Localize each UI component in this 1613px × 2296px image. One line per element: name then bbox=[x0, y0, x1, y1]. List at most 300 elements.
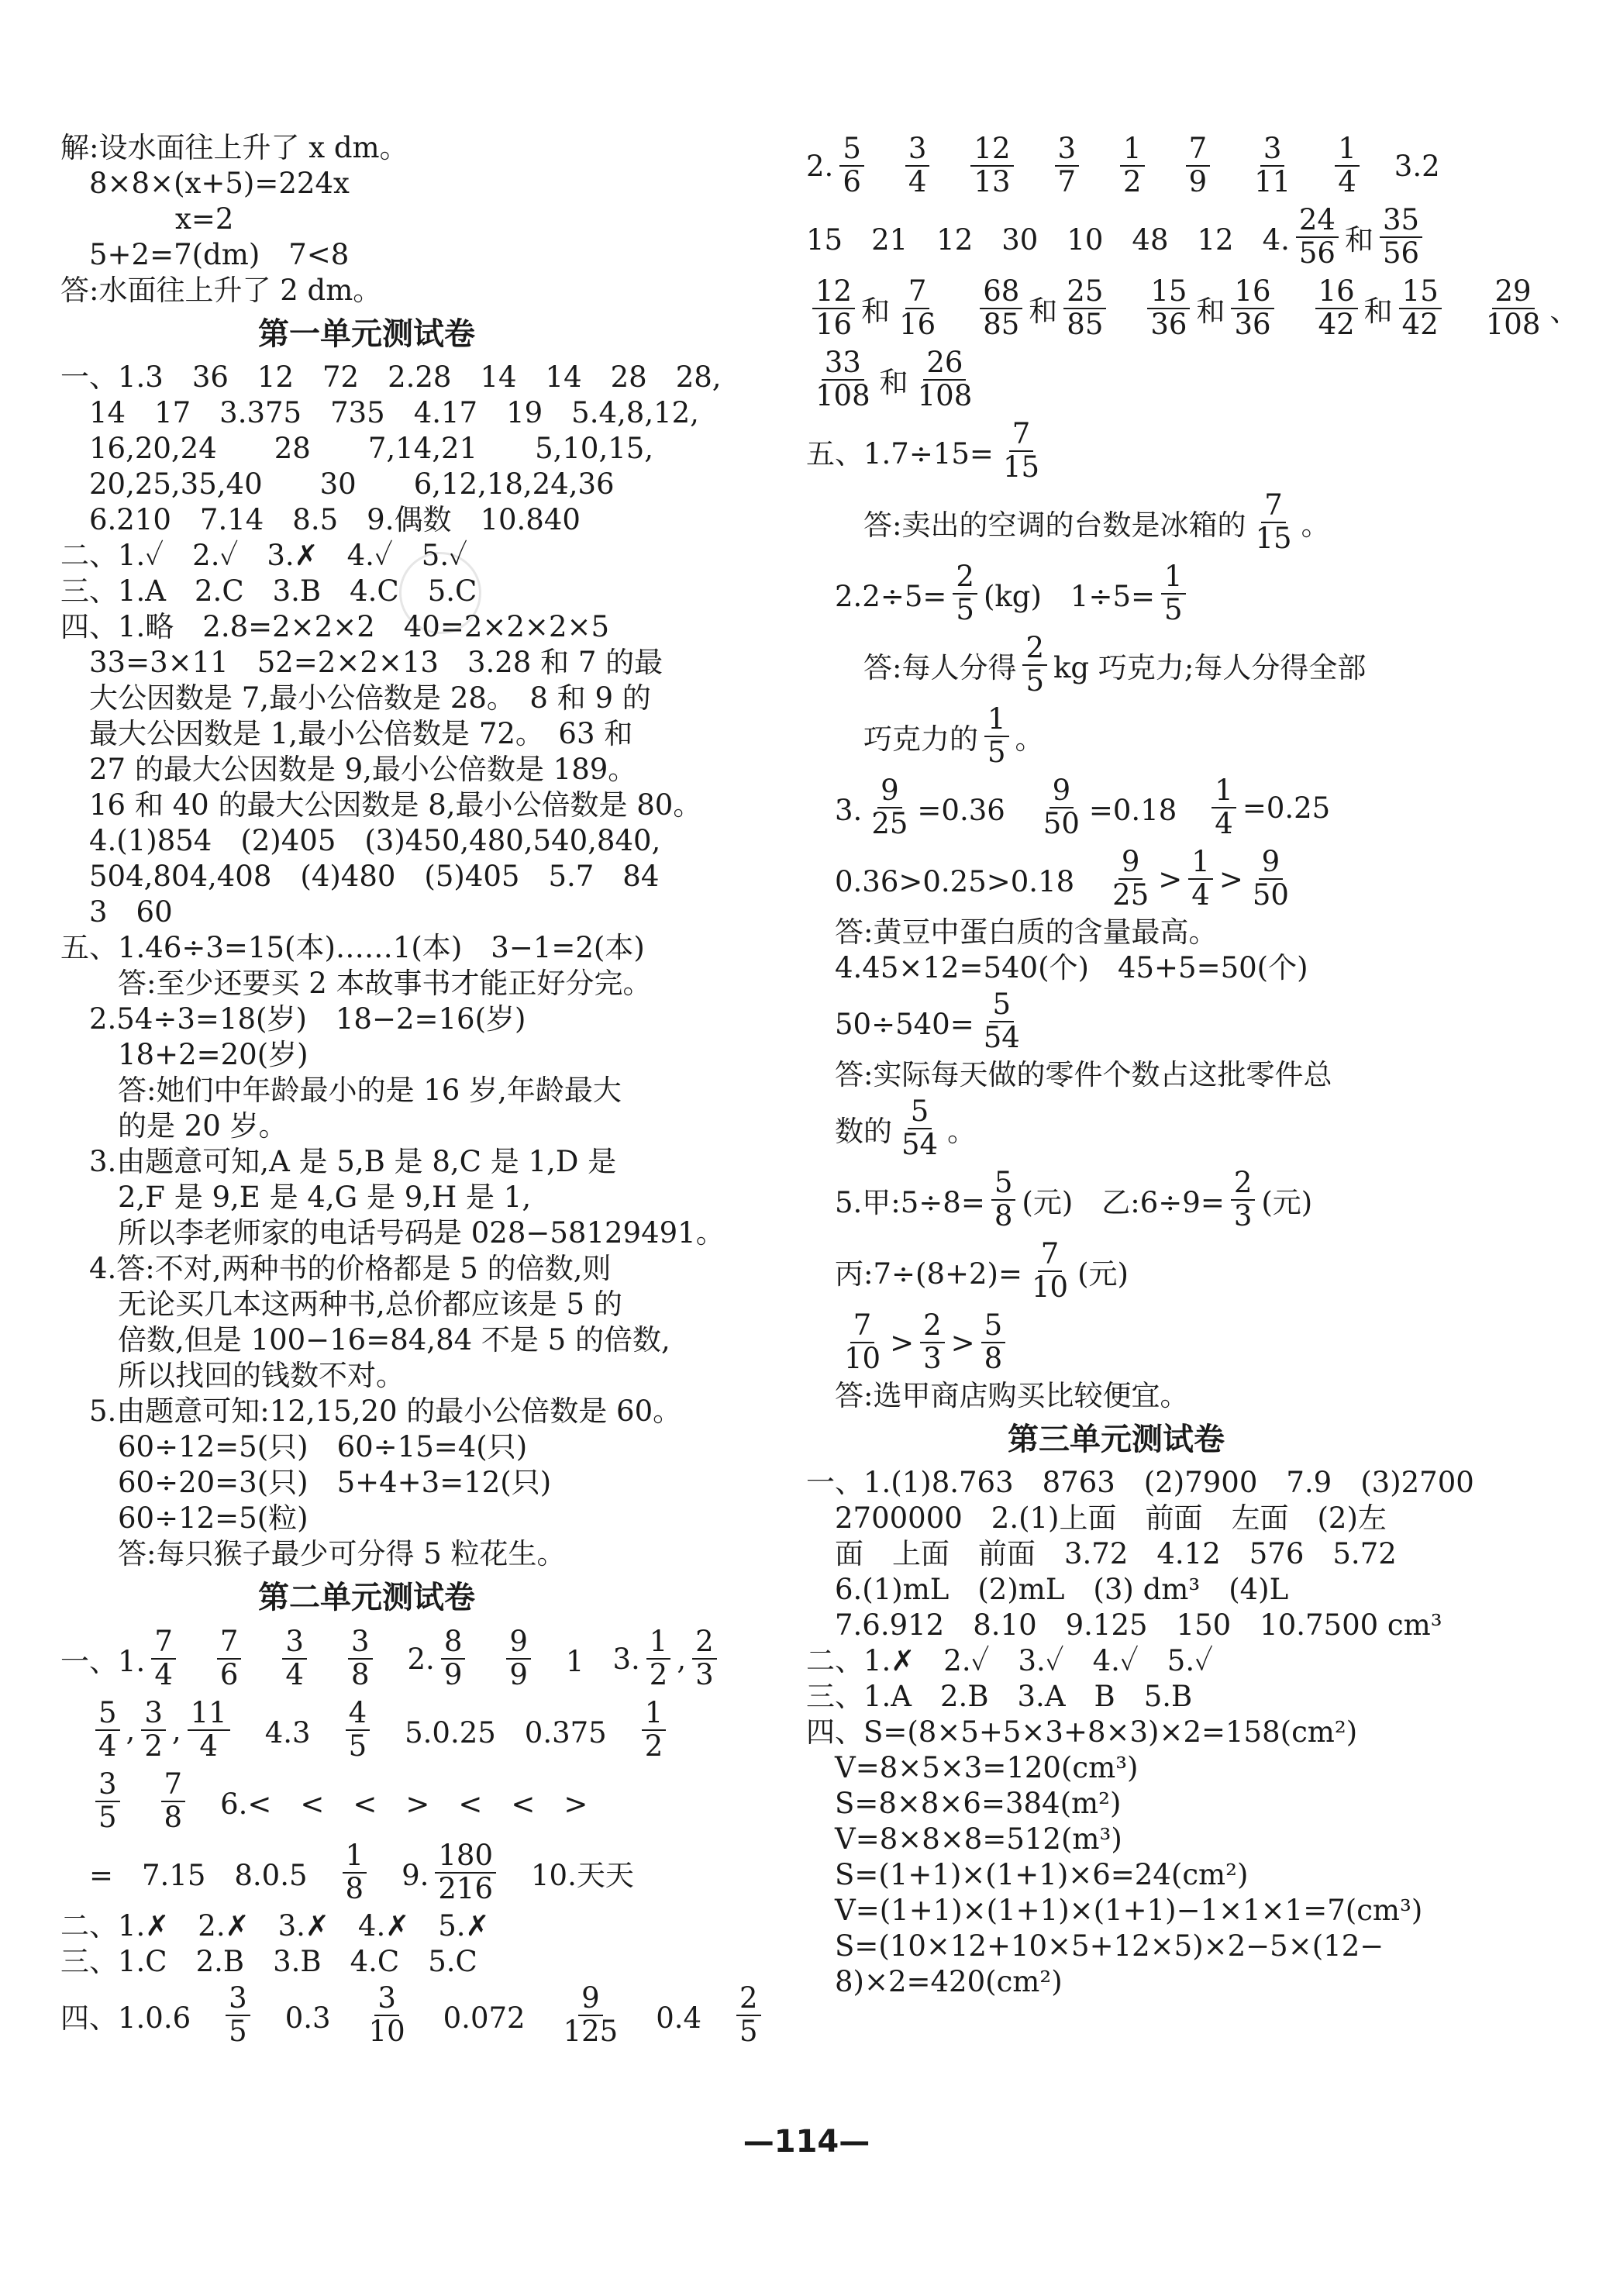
text-segment bbox=[126, 1781, 155, 1822]
answer-line: V=8×5×3=120(cm³) bbox=[806, 1751, 1139, 1784]
denominator: 8 bbox=[345, 1872, 364, 1905]
denominator: 8 bbox=[984, 1342, 1003, 1375]
numerator: 9 bbox=[1118, 846, 1143, 880]
fraction bbox=[95, 1769, 120, 1833]
answer-line: 三、1.A 2.C 3.B 4.C 5.C bbox=[60, 574, 477, 608]
denominator: 54 bbox=[901, 1128, 939, 1161]
fraction bbox=[217, 1626, 242, 1691]
denominator: 2 bbox=[649, 1658, 668, 1691]
denominator: 9 bbox=[1188, 165, 1208, 198]
text-segment: > bbox=[1218, 862, 1243, 896]
answer-line: 6.210 7.14 8.5 9.偶数 10.840 bbox=[60, 503, 581, 536]
fraction bbox=[839, 133, 864, 198]
fraction bbox=[226, 1983, 250, 2047]
fraction bbox=[841, 1310, 884, 1374]
text-segment bbox=[537, 1638, 566, 1680]
fraction bbox=[692, 1626, 717, 1691]
unit3-title: 第三单元测试卷 bbox=[1008, 1422, 1225, 1457]
solution-line: 解:设水面往上升了 x dm。 bbox=[60, 131, 408, 164]
solution-line: 答:水面往上升了 2 dm。 bbox=[60, 274, 382, 307]
fraction bbox=[905, 133, 930, 198]
numerator: 3 bbox=[141, 1698, 166, 1731]
text-segment: 6.< < < > < < > bbox=[220, 1788, 588, 1821]
numerator: 8 bbox=[441, 1626, 466, 1660]
text-segment: 丙:7÷(8+2)= bbox=[806, 1257, 1022, 1291]
fraction bbox=[915, 347, 976, 412]
numerator: 7 bbox=[905, 276, 930, 309]
fraction bbox=[1483, 276, 1544, 340]
text-segment bbox=[247, 1638, 276, 1680]
text-segment: 和 bbox=[879, 366, 908, 399]
numerator: 1 bbox=[1120, 133, 1145, 167]
numerator: 3 bbox=[226, 1983, 250, 2016]
answer-line: 一、1.(1)8.763 8763 (2)7900 7.9 (3)2700 bbox=[806, 1466, 1474, 1499]
text-segment bbox=[1020, 145, 1049, 187]
answer-line: 4.答:不对,两种书的价格都是 5 的倍数,则 bbox=[60, 1252, 612, 1285]
text-segment: 50÷540= bbox=[806, 1008, 974, 1041]
fraction bbox=[1296, 205, 1339, 269]
text-segment: 2. bbox=[407, 1642, 435, 1676]
numerator: 3 bbox=[905, 133, 930, 167]
numerator: 24 bbox=[1296, 205, 1339, 238]
fraction bbox=[1029, 1239, 1071, 1303]
denominator: 10 bbox=[1031, 1270, 1069, 1304]
answer-line: 答:至少还要买 2 本故事书才能正好分完。 bbox=[60, 967, 652, 1000]
numerator: 7 bbox=[1038, 1239, 1063, 1272]
answer-line: 的是 20 岁。 bbox=[60, 1109, 288, 1143]
numerator: 3 bbox=[282, 1626, 307, 1660]
numerator: 7 bbox=[1261, 490, 1286, 523]
text-segment bbox=[313, 1638, 342, 1680]
answer-line: 16,20,24 28 7,14,21 5,10,15, bbox=[60, 432, 654, 465]
numerator: 25 bbox=[1063, 276, 1106, 309]
denominator: 5 bbox=[229, 2015, 247, 2048]
numerator: 15 bbox=[1147, 276, 1190, 309]
answer-line: 3.由题意可知,A 是 5,B 是 8,C 是 1,D 是 bbox=[60, 1145, 617, 1178]
text-segment: 0.072 bbox=[414, 2001, 554, 2035]
text-segment bbox=[936, 145, 964, 187]
denominator: 5 bbox=[987, 736, 1006, 769]
answer-line: S=(1+1)×(1+1)×6=24(cm²) bbox=[806, 1858, 1249, 1891]
answer-row bbox=[806, 130, 1535, 202]
fraction bbox=[984, 704, 1009, 768]
fraction bbox=[1055, 133, 1080, 198]
text-segment bbox=[1112, 288, 1141, 329]
fraction bbox=[1120, 133, 1145, 198]
fraction bbox=[1109, 846, 1152, 911]
numerator: 5 bbox=[839, 133, 864, 167]
numerator: 35 bbox=[1380, 205, 1422, 238]
answer-line: 5.由题意可知:12,15,20 的最小公倍数是 60。 bbox=[60, 1394, 682, 1428]
text-segment: 和 bbox=[1196, 295, 1225, 328]
answer-line: 答:她们中年龄最小的是 16 岁,年龄最大 bbox=[60, 1074, 622, 1107]
fraction bbox=[141, 1698, 166, 1762]
denominator: 56 bbox=[1298, 236, 1336, 270]
denominator: 36 bbox=[1150, 308, 1187, 341]
numerator: 5 bbox=[981, 1310, 1006, 1343]
answer-line: 二、1.✗ 2.✓ 3.✓ 4.✓ 5.✓ bbox=[806, 1644, 1213, 1677]
answer-row bbox=[806, 986, 1535, 1057]
answer-line: S=8×8×6=384(m²) bbox=[806, 1787, 1122, 1820]
numerator: 2 bbox=[920, 1310, 945, 1343]
fraction bbox=[348, 1626, 373, 1691]
unit2-title: 第二单元测试卷 bbox=[258, 1580, 475, 1615]
fraction bbox=[346, 1698, 371, 1762]
fraction bbox=[151, 1626, 176, 1691]
numerator: 7 bbox=[161, 1769, 186, 1802]
numerator: 3 bbox=[1260, 133, 1285, 167]
text-segment: =0.36 bbox=[917, 794, 1034, 827]
denominator: 6 bbox=[219, 1658, 239, 1691]
answer-line: 18+2=20(岁) bbox=[60, 1038, 308, 1071]
numerator: 1 bbox=[343, 1840, 367, 1874]
text-segment: 数的 bbox=[806, 1115, 892, 1148]
unit2-answer-row bbox=[60, 1837, 758, 1908]
unit2-answer-row bbox=[60, 1766, 758, 1837]
numerator: 180 bbox=[435, 1840, 496, 1874]
fraction bbox=[1161, 561, 1186, 626]
answer-line: 16 和 40 的最大公因数是 8,最小公倍数是 80。 bbox=[60, 788, 702, 822]
denominator: 4 bbox=[199, 1729, 218, 1763]
fraction bbox=[953, 561, 977, 626]
answer-line: 504,804,408 (4)480 (5)405 5.7 84 bbox=[60, 860, 660, 893]
numerator: 15 bbox=[1399, 276, 1442, 309]
answer-line: 大公因数是 7,最小公倍数是 28。 8 和 9 的 bbox=[60, 681, 651, 715]
fraction bbox=[435, 1840, 496, 1905]
text-segment bbox=[870, 145, 899, 187]
numerator: 7 bbox=[1186, 133, 1211, 167]
text-segment bbox=[191, 1781, 220, 1822]
denominator: 42 bbox=[1401, 308, 1439, 341]
text-segment: 。 bbox=[947, 1115, 977, 1148]
denominator: 15 bbox=[1255, 522, 1292, 555]
denominator: 50 bbox=[1043, 807, 1080, 840]
denominator: 85 bbox=[1067, 308, 1104, 341]
text-segment bbox=[1280, 288, 1309, 329]
unit2-answer-row bbox=[60, 1980, 758, 2051]
denominator: 8 bbox=[350, 1658, 370, 1691]
numerator: 1 bbox=[1188, 846, 1213, 880]
denominator: 9 bbox=[443, 1658, 463, 1691]
numerator: 16 bbox=[1231, 276, 1274, 309]
fraction bbox=[282, 1626, 307, 1691]
denominator: 125 bbox=[563, 2015, 619, 2048]
text-segment: 9. bbox=[373, 1859, 429, 1892]
denominator: 11 bbox=[1254, 165, 1291, 198]
text-segment: =0.18 bbox=[1088, 794, 1206, 827]
text-segment: > bbox=[1158, 862, 1183, 896]
text-segment: =0.25 bbox=[1242, 791, 1331, 825]
answer-line: 无论买几本这两种书,总价都应该是 5 的 bbox=[60, 1288, 622, 1321]
fraction bbox=[506, 1626, 531, 1691]
fraction bbox=[1063, 276, 1106, 340]
fraction bbox=[812, 347, 874, 412]
fraction bbox=[1186, 133, 1211, 198]
fraction bbox=[1000, 419, 1043, 483]
text-segment: > bbox=[890, 1326, 915, 1360]
denominator: 3 bbox=[1233, 1199, 1253, 1232]
fraction bbox=[441, 1626, 466, 1691]
answer-row bbox=[806, 415, 1535, 487]
denominator: 9 bbox=[509, 1658, 528, 1691]
fraction bbox=[1335, 133, 1360, 198]
answer-line: 所以李老师家的电话号码是 028−58129491。 bbox=[60, 1216, 725, 1250]
text-segment: 和 bbox=[861, 295, 891, 328]
fraction bbox=[560, 1983, 622, 2047]
denominator: 2 bbox=[644, 1729, 663, 1763]
text-segment: (kg) 1÷5= bbox=[983, 580, 1155, 613]
numerator: 2 bbox=[953, 561, 977, 595]
denominator: 4 bbox=[154, 1658, 173, 1691]
fraction bbox=[1315, 276, 1358, 340]
text-segment: 15 21 12 30 10 48 12 4. bbox=[806, 223, 1290, 257]
page-number: —114— bbox=[743, 2124, 870, 2160]
answer-line: 60÷12=5(只) 60÷15=4(只) bbox=[60, 1430, 528, 1463]
text-segment: 0.3 bbox=[256, 2001, 360, 2035]
right-column bbox=[806, 130, 1579, 2000]
text-segment: 10.天天 bbox=[502, 1859, 634, 1892]
numerator: 68 bbox=[980, 276, 1022, 309]
answer-line: 2700000 2.(1)上面 前面 左面 (2)左 bbox=[806, 1501, 1387, 1535]
denominator: 108 bbox=[815, 379, 870, 412]
answer-line: 27 的最大公因数是 9,最小公倍数是 189。 bbox=[60, 753, 637, 786]
text-segment bbox=[60, 1781, 89, 1822]
denominator: 5 bbox=[1025, 664, 1045, 698]
text-segment: (元) 乙:6÷9= bbox=[1022, 1186, 1225, 1219]
answer-line: 4.45×12=540(个) 45+5=50(个) bbox=[806, 951, 1308, 984]
fraction bbox=[898, 1096, 941, 1160]
answer-row bbox=[806, 843, 1535, 915]
text-segment: 5.0.25 0.375 bbox=[376, 1716, 636, 1750]
numerator: 7 bbox=[151, 1626, 176, 1660]
answer-line: 所以找回的钱数不对。 bbox=[60, 1359, 405, 1392]
answer-row bbox=[806, 344, 1535, 415]
denominator: 16 bbox=[899, 308, 936, 341]
text-segment: (元) bbox=[1077, 1257, 1129, 1291]
denominator: 15 bbox=[1002, 450, 1040, 484]
numerator: 7 bbox=[1009, 419, 1034, 452]
text-segment: 答:每人分得 bbox=[806, 651, 1017, 684]
answer-line: 8)×2=420(cm²) bbox=[806, 1965, 1063, 1998]
numerator: 5 bbox=[989, 989, 1014, 1022]
answer-line: 2,F 是 9,E 是 4,G 是 9,H 是 1, bbox=[60, 1181, 532, 1214]
fraction bbox=[161, 1769, 186, 1833]
fraction bbox=[1147, 276, 1190, 340]
text-segment bbox=[182, 1638, 211, 1680]
answer-line: 60÷20=3(只) 5+4+3=12(只) bbox=[60, 1466, 552, 1499]
fraction bbox=[1380, 205, 1422, 269]
numerator: 3 bbox=[95, 1769, 120, 1802]
text-segment bbox=[60, 1709, 89, 1751]
answer-line: 7.6.912 8.10 9.125 150 10.7500 cm³ bbox=[806, 1608, 1442, 1642]
answer-row bbox=[806, 772, 1535, 843]
fraction bbox=[646, 1626, 671, 1691]
answer-line: 20,25,35,40 30 6,12,18,24,36 bbox=[60, 467, 615, 501]
text-segment bbox=[1448, 288, 1477, 329]
text-segment bbox=[1216, 145, 1245, 187]
numerator: 1 bbox=[646, 1626, 671, 1660]
denominator: 10 bbox=[844, 1342, 881, 1375]
denominator: 2 bbox=[144, 1729, 163, 1763]
numerator: 9 bbox=[578, 1983, 603, 2016]
answer-line: 最大公因数是 1,最小公倍数是 72。 63 和 bbox=[60, 717, 633, 750]
denominator: 5 bbox=[348, 1729, 367, 1763]
answer-line: 三、1.A 2.B 3.A B 5.B bbox=[806, 1680, 1193, 1713]
denominator: 5 bbox=[739, 2015, 758, 2048]
denominator: 5 bbox=[1164, 593, 1183, 626]
text-segment: > bbox=[950, 1326, 975, 1360]
answer-line: 四、1.略 2.8=2×2×2 40=2×2×2×5 bbox=[60, 610, 610, 643]
answer-row bbox=[806, 1093, 1535, 1164]
text-segment bbox=[945, 288, 974, 329]
numerator: 1 bbox=[1211, 775, 1236, 808]
unit1-title: 第一单元测试卷 bbox=[258, 316, 475, 352]
text-segment: , bbox=[677, 1642, 687, 1676]
answer-line: 五、1.46÷3=15(本)……1(本) 3−1=2(本) bbox=[60, 931, 645, 964]
denominator: 6 bbox=[843, 165, 861, 198]
fraction bbox=[642, 1698, 667, 1762]
numerator: 9 bbox=[1049, 775, 1074, 808]
denominator: 10 bbox=[368, 2015, 405, 2048]
numerator: 7 bbox=[217, 1626, 242, 1660]
fraction bbox=[1399, 276, 1442, 340]
text-segment: 一、1. bbox=[60, 1645, 146, 1678]
text-segment: 和 bbox=[1029, 295, 1058, 328]
text-segment: 答:卖出的空调的台数是冰箱的 bbox=[806, 508, 1246, 542]
answer-row bbox=[806, 558, 1535, 629]
fraction bbox=[188, 1698, 230, 1762]
text-segment bbox=[379, 1638, 408, 1680]
denominator: 4 bbox=[1338, 165, 1356, 198]
answer-line: 一、1.3 36 12 72 2.28 14 14 28 28, bbox=[60, 360, 722, 394]
answer-line: 4.(1)854 (2)405 (3)450,480,540,840, bbox=[60, 824, 661, 857]
unit2-answer-row bbox=[60, 1623, 758, 1694]
numerator: 1 bbox=[1335, 133, 1360, 167]
numerator: 3 bbox=[1055, 133, 1080, 167]
answer-line: 答:每只猴子最少可分得 5 粒花生。 bbox=[60, 1537, 566, 1570]
denominator: 16 bbox=[815, 308, 853, 341]
text-segment: 2.2÷5= bbox=[806, 580, 947, 613]
denominator: 85 bbox=[983, 308, 1020, 341]
text-segment: 、 bbox=[1549, 295, 1579, 328]
text-segment bbox=[1085, 145, 1114, 187]
text-segment: kg 巧克力;每人分得全部 bbox=[1053, 651, 1367, 684]
answer-row bbox=[806, 487, 1535, 558]
denominator: 4 bbox=[285, 1658, 304, 1691]
fraction bbox=[1188, 846, 1213, 911]
fraction bbox=[736, 1983, 761, 2047]
answer-line: 三、1.C 2.B 3.B 4.C 5.C bbox=[60, 1945, 477, 1978]
denominator: 4 bbox=[1191, 878, 1210, 912]
denominator: 108 bbox=[917, 379, 973, 412]
answer-line: 3 60 bbox=[60, 895, 173, 929]
fraction bbox=[920, 1310, 945, 1374]
numerator: 2 bbox=[736, 1983, 761, 2016]
left-column bbox=[60, 130, 758, 2051]
text-segment: = 7.15 8.0.5 bbox=[60, 1859, 336, 1892]
fraction bbox=[812, 276, 855, 340]
text-segment: , bbox=[126, 1713, 136, 1747]
denominator: 3 bbox=[695, 1658, 714, 1691]
denominator: 36 bbox=[1234, 308, 1271, 341]
numerator: 1 bbox=[984, 704, 1009, 737]
text-segment: 巧克力的 bbox=[806, 722, 978, 756]
numerator: 3 bbox=[348, 1626, 373, 1660]
text-segment: 4.3 bbox=[236, 1716, 339, 1750]
text-segment bbox=[1300, 145, 1329, 187]
numerator: 3 bbox=[374, 1983, 399, 2016]
numerator: 2 bbox=[692, 1626, 717, 1660]
answer-line: 6.(1)mL (2)mL (3) dm³ (4)L bbox=[806, 1573, 1289, 1606]
text-segment: 5.甲:5÷8= bbox=[806, 1186, 985, 1219]
numerator: 4 bbox=[346, 1698, 371, 1731]
numerator: 9 bbox=[877, 775, 902, 808]
answer-line: 答:实际每天做的零件个数占这批零件总 bbox=[806, 1058, 1332, 1091]
numerator: 7 bbox=[850, 1310, 875, 1343]
denominator: 25 bbox=[871, 807, 908, 840]
answer-line: 四、S=(8×5+5×3+8×3)×2=158(cm²) bbox=[806, 1715, 1358, 1749]
answer-line: 二、1.✓ 2.✓ 3.✗ 4.✓ 5.✓ bbox=[60, 539, 467, 572]
numerator: 5 bbox=[95, 1698, 120, 1731]
text-segment: 3. bbox=[806, 794, 863, 827]
text-segment: 1 bbox=[565, 1645, 613, 1678]
answer-line: V=(1+1)×(1+1)×(1+1)−1×1×1=7(cm³) bbox=[806, 1894, 1423, 1927]
numerator: 16 bbox=[1315, 276, 1358, 309]
text-segment: 0.36>0.25>0.18 bbox=[806, 865, 1104, 898]
numerator: 12 bbox=[812, 276, 855, 309]
denominator: 2 bbox=[1123, 165, 1142, 198]
text-segment: 四、1.0.6 bbox=[60, 2001, 220, 2035]
fraction bbox=[1249, 846, 1292, 911]
denominator: 4 bbox=[1215, 807, 1233, 840]
answer-row bbox=[806, 1307, 1535, 1378]
answer-row bbox=[806, 1164, 1535, 1236]
fraction bbox=[981, 989, 1023, 1053]
denominator: 25 bbox=[1112, 878, 1149, 912]
answer-line: 60÷12=5(粒) bbox=[60, 1501, 308, 1535]
fraction bbox=[981, 1310, 1006, 1374]
answer-line: 2.54÷3=18(岁) 18−2=16(岁) bbox=[60, 1002, 526, 1036]
fraction bbox=[970, 133, 1013, 198]
fraction bbox=[1231, 276, 1274, 340]
text-segment: 和 bbox=[1344, 223, 1373, 257]
numerator: 29 bbox=[1492, 276, 1535, 309]
answer-line: 33=3×11 52=2×2×13 3.28 和 7 的最 bbox=[60, 646, 663, 679]
denominator: 4 bbox=[98, 1729, 117, 1763]
answer-row bbox=[806, 701, 1535, 772]
fraction bbox=[366, 1983, 408, 2047]
numerator: 5 bbox=[908, 1096, 932, 1129]
solution-line: 8×8×(x+5)=224x bbox=[60, 167, 350, 200]
denominator: 5 bbox=[956, 593, 974, 626]
fraction bbox=[343, 1840, 367, 1905]
numerator: 9 bbox=[1259, 846, 1284, 880]
denominator: 5 bbox=[98, 1801, 117, 1834]
answer-row bbox=[806, 1236, 1535, 1307]
text-segment bbox=[1366, 145, 1394, 187]
numerator: 1 bbox=[642, 1698, 667, 1731]
denominator: 4 bbox=[908, 165, 927, 198]
text-segment bbox=[806, 1322, 835, 1363]
answer-row bbox=[806, 273, 1579, 344]
answer-line: V=8×8×8=512(m³) bbox=[806, 1822, 1122, 1856]
numerator: 26 bbox=[923, 347, 966, 381]
numerator: 9 bbox=[506, 1626, 531, 1660]
fraction bbox=[1251, 133, 1294, 198]
text-segment bbox=[1151, 145, 1180, 187]
text-segment: 2. bbox=[806, 149, 834, 183]
text-segment: 。 bbox=[1301, 508, 1330, 542]
